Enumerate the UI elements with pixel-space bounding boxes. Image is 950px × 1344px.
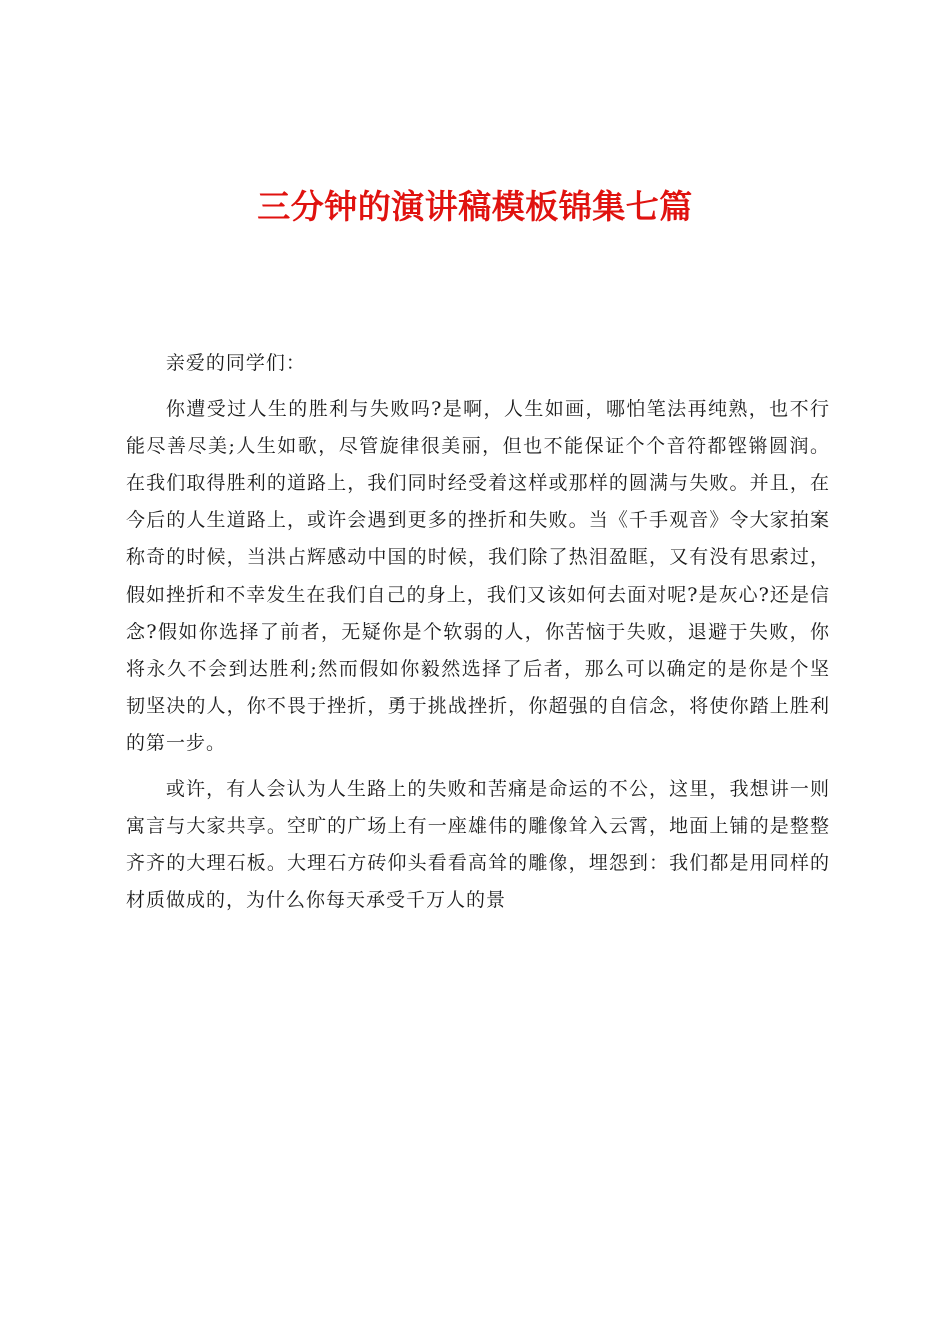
document-title: 三分钟的演讲稿模板锦集七篇	[257, 187, 693, 226]
body-paragraph: 或许，有人会认为人生路上的失败和苦痛是命运的不公，这里，我想讲一则寓言与大家共享。空旷的广场上有一座雄伟的雕像耸入云霄，地面上铺的是整整齐齐的大理石板。大理石方砖仰头看看高耸的雕像，埋怨到：我们都是用同样的材质做成的，为什么你每天承受千万人的景	[126, 778, 830, 912]
salutation-paragraph: 亲爱的同学们：	[165, 352, 306, 374]
document-body	[126, 345, 830, 928]
body-paragraph: 你遭受过人生的胜利与失败吗?是啊，人生如画，哪怕笔法再纯熟，也不行能尽善尽美;人生如歌，尽管旋律很美丽，但也不能保证个个音符都铿锵圆润。在我们取得胜利的道路上，我们同时经受着这样或那样的圆满与失败。并且，在今后的人生道路上，或许会遇到更多的挫折和失败。当《千手观音》令大家拍案称奇的时候，当洪占辉感动中国的时候，我们除了热泪盈眶，又有没有思索过，假如挫折和不幸发生在我们自己的身上，我们又该如何去面对呢?是灰心?还是信念?假如你选择了前者，无疑你是个软弱的人，你苦恼于失败，退避于失败，你将永久不会到达胜利;然而假如你毅然选择了后者，那么可以确定的是你是个坚韧坚决的人，你不畏于挫折，勇于挑战挫折，你超强的自信念，将使你踏上胜利的第一步。	[126, 398, 830, 754]
